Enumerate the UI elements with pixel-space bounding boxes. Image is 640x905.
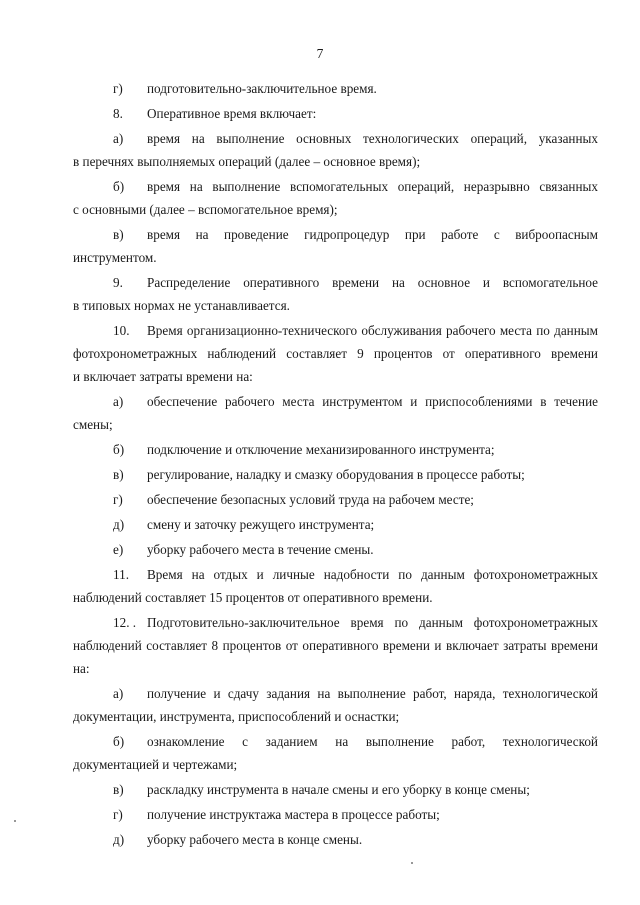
- item-text: на:: [73, 661, 90, 676]
- list-item: [73, 438, 598, 461]
- scan-speck: [411, 862, 413, 864]
- item-text: наблюдений составляет 8 процентов от оперативного времени и включает затраты времени: [73, 638, 598, 653]
- item-marker: 11.: [113, 567, 129, 582]
- item-text: документации, инструмента, приспособлений и оснастки;: [73, 709, 400, 724]
- item-text: наблюдений составляет 15 процентов от оперативного времени.: [73, 590, 433, 605]
- item-marker: 9.: [113, 275, 123, 290]
- item-marker: в): [113, 227, 124, 242]
- list-item: [73, 77, 598, 100]
- item-text: подготовительно-заключительное время.: [147, 81, 377, 96]
- item-text: Оперативное время включает:: [147, 106, 317, 121]
- list-item: [73, 538, 598, 561]
- list-item: [73, 488, 598, 511]
- item-text: время на выполнение вспомогательных операций, неразрывно связанных: [147, 179, 598, 194]
- item-marker: б): [113, 734, 125, 749]
- item-text: смены;: [73, 417, 113, 432]
- item-marker: е): [113, 542, 124, 557]
- item-marker: 10.: [113, 323, 130, 338]
- list-item: [73, 513, 598, 536]
- item-marker: г): [113, 81, 123, 96]
- item-marker: а): [113, 686, 124, 701]
- list-item: [73, 271, 598, 317]
- item-text: время на выполнение основных технологических операций, указанных: [147, 131, 598, 146]
- item-marker: г): [113, 807, 123, 822]
- item-marker: в): [113, 467, 124, 482]
- item-text: подключение и отключение механизированного инструмента;: [147, 442, 495, 457]
- page-number: 7: [316, 46, 324, 61]
- item-text: уборку рабочего места в течение смены.: [147, 542, 374, 557]
- item-text: обеспечение безопасных условий труда на рабочем месте;: [147, 492, 474, 507]
- list-item: [73, 390, 598, 436]
- item-text: и включает затраты времени на:: [73, 369, 253, 384]
- list-item: [73, 319, 598, 388]
- item-text: регулирование, наладку и смазку оборудования в процессе работы;: [147, 467, 525, 482]
- item-text: Время организационно-технического обслуживания рабочего места по данным: [147, 323, 598, 338]
- item-marker: 12. .: [113, 615, 137, 630]
- item-text: раскладку инструмента в начале смены и его уборку в конце смены;: [147, 782, 530, 797]
- item-text: инструментом.: [73, 250, 157, 265]
- item-text: в перечнях выполняемых операций (далее – основное время);: [73, 154, 421, 169]
- list-item: [73, 223, 598, 269]
- item-text: получение инструктажа мастера в процессе работы;: [147, 807, 440, 822]
- list-item: [73, 463, 598, 486]
- list-item: [73, 778, 598, 801]
- item-text: Время на отдых и личные надобности по данным фотохронометражных: [147, 567, 598, 582]
- list-item: [73, 611, 598, 680]
- item-marker: а): [113, 394, 124, 409]
- item-text: с основными (далее – вспомогательное время);: [73, 202, 338, 217]
- item-text: время на проведение гидропроцедур при работе с виброопасным: [147, 227, 598, 242]
- list-item: [73, 563, 598, 609]
- item-marker: 8.: [113, 106, 123, 121]
- item-marker: б): [113, 442, 125, 457]
- item-marker: д): [113, 517, 125, 532]
- item-text: ознакомление с заданием на выполнение работ, технологической: [147, 734, 598, 749]
- item-marker: а): [113, 131, 124, 146]
- list-item: [73, 803, 598, 826]
- item-marker: в): [113, 782, 124, 797]
- item-marker: д): [113, 832, 125, 847]
- list-item: [73, 828, 598, 851]
- scan-speck: [14, 820, 16, 822]
- item-text: документацией и чертежами;: [73, 757, 238, 772]
- list-item: [73, 730, 598, 776]
- item-text: обеспечение рабочего места инструментом и приспособлениями в течение: [147, 394, 598, 409]
- item-marker: г): [113, 492, 123, 507]
- item-text: получение и сдачу задания на выполнение работ, наряда, технологической: [147, 686, 598, 701]
- item-text: в типовых нормах не устанавливается.: [73, 298, 290, 313]
- list-item: [73, 682, 598, 728]
- item-text: фотохронометражных наблюдений составляет 9 процентов от оперативного времени: [73, 346, 598, 361]
- item-text: смену и заточку режущего инструмента;: [147, 517, 375, 532]
- item-text: Распределение оперативного времени на основное и вспомогательное: [147, 275, 598, 290]
- document-body: [73, 77, 598, 853]
- item-text: уборку рабочего места в конце смены.: [147, 832, 363, 847]
- item-text: Подготовительно-заключительное время по данным фотохронометражных: [147, 615, 598, 630]
- list-item: [73, 175, 598, 221]
- list-item: [73, 127, 598, 173]
- list-item: [73, 102, 598, 125]
- item-marker: б): [113, 179, 125, 194]
